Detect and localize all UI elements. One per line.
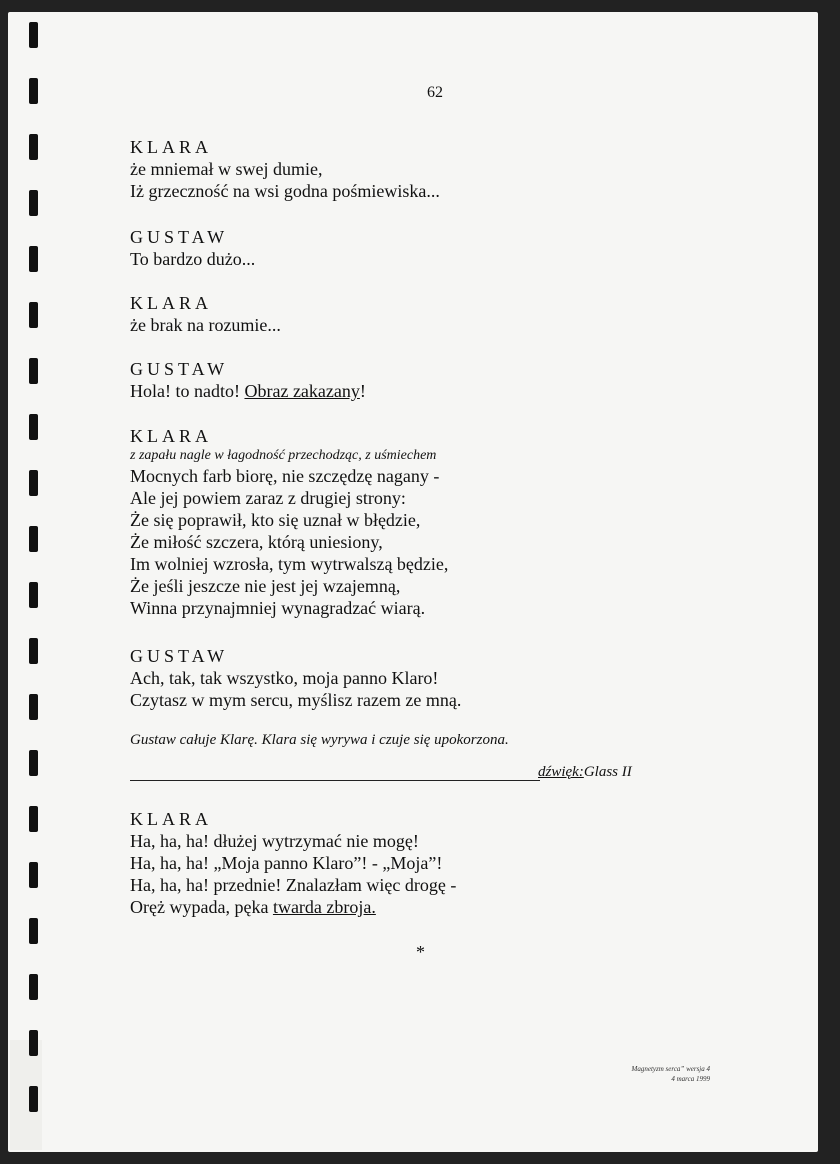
- verse-line: Że się poprawił, kto się uznał w błędzie,: [130, 510, 421, 530]
- verse-line: Czytasz w mym sercu, myślisz razem ze mną.: [130, 690, 462, 710]
- binder-hole: [29, 414, 38, 440]
- cue-rule-line: [130, 780, 540, 781]
- verse-line: że brak na rozumie...: [130, 315, 281, 335]
- verse-line: Ha, ha, ha! dłużej wytrzymać nie mogę!: [130, 831, 419, 851]
- binder-hole: [29, 78, 38, 104]
- dialogue-block: [130, 645, 461, 711]
- binder-hole: [29, 582, 38, 608]
- stage-direction: Gustaw całuje Klarę. Klara się wyrywa i czuje się upokorzona.: [130, 732, 509, 748]
- footer-title: Magnetyzm serca” wersja 4: [631, 1065, 710, 1073]
- binder-hole: [29, 1086, 38, 1112]
- dialogue-block: [130, 358, 366, 402]
- binder-hole: [29, 190, 38, 216]
- speaker-name: GUSTAW: [130, 227, 229, 247]
- verse-line: Im wolniej wzrosła, tym wytrwalszą będzie,: [130, 554, 449, 574]
- binder-hole: [29, 694, 38, 720]
- verse-line: Mocnych farb biorę, nie szczędzę nagany -: [130, 466, 440, 486]
- dialogue-block: [130, 425, 448, 619]
- sound-cue: [538, 764, 632, 781]
- binder-hole: [29, 358, 38, 384]
- verse-line: Ale jej powiem zaraz z drugiej strony:: [130, 488, 406, 508]
- binder-hole: [29, 862, 38, 888]
- binder-hole: [29, 134, 38, 160]
- verse-line: Że miłość szczera, którą uniesiony,: [130, 532, 383, 552]
- binder-hole: [29, 750, 38, 776]
- binder-hole: [29, 22, 38, 48]
- speaker-name: KLARA: [130, 809, 212, 829]
- binder-hole: [29, 974, 38, 1000]
- binder-hole: [29, 470, 38, 496]
- verse-line: Ach, tak, tak wszystko, moja panno Klaro!: [130, 668, 439, 688]
- binder-hole: [29, 918, 38, 944]
- sound-cue-label: dźwięk:: [538, 764, 584, 780]
- line-text: Oręż wypada, pęka: [130, 897, 273, 917]
- speaker-name: KLARA: [130, 293, 212, 313]
- verse-line: że mniemał w swej dumie,: [130, 159, 323, 179]
- verse-line: Winna przynajmniej wynagradzać wiarą.: [130, 598, 426, 618]
- verse-line: Ha, ha, ha! „Moja panno Klaro”! - „Moja”!: [130, 853, 443, 873]
- binder-hole: [29, 806, 38, 832]
- binder-hole: [29, 1030, 38, 1056]
- speaker-name: GUSTAW: [130, 646, 229, 666]
- speaker-name: KLARA: [130, 426, 212, 446]
- dialogue-block: [130, 226, 255, 270]
- verse-line: [130, 896, 456, 918]
- underlined-phrase: twarda zbroja.: [272, 897, 376, 917]
- verse-line: Że jeśli jeszcze nie jest jej wzajemną,: [130, 576, 401, 596]
- binder-hole: [29, 638, 38, 664]
- footer-note: [600, 1064, 710, 1084]
- verse-line: Ha, ha, ha! przednie! Znalazłam więc drogę -: [130, 875, 457, 895]
- binder-hole: [29, 526, 38, 552]
- section-asterisk: *: [416, 942, 425, 962]
- binder-hole: [29, 246, 38, 272]
- line-text: !: [359, 381, 366, 401]
- footer-date: 4 marca 1999: [671, 1075, 710, 1083]
- speaker-name: KLARA: [130, 137, 212, 157]
- sound-cue-value: Glass II: [583, 764, 632, 780]
- underlined-phrase: Obraz zakazany: [244, 381, 360, 401]
- stage-direction-inline: z zapału nagle w łagodność przechodząc, z uśmiechem: [130, 448, 437, 463]
- line-text: Hola! to nadto!: [130, 381, 245, 401]
- verse-line: Iż grzeczność na wsi godna pośmiewiska...: [130, 181, 440, 201]
- dialogue-block: [130, 292, 281, 336]
- dialogue-block: [130, 808, 456, 918]
- dialogue-block: [130, 136, 440, 202]
- speaker-name: GUSTAW: [130, 359, 229, 379]
- verse-line: To bardzo dużo...: [130, 249, 256, 269]
- binder-hole: [29, 302, 38, 328]
- verse-line: [130, 380, 366, 402]
- page-number: 62: [427, 84, 443, 101]
